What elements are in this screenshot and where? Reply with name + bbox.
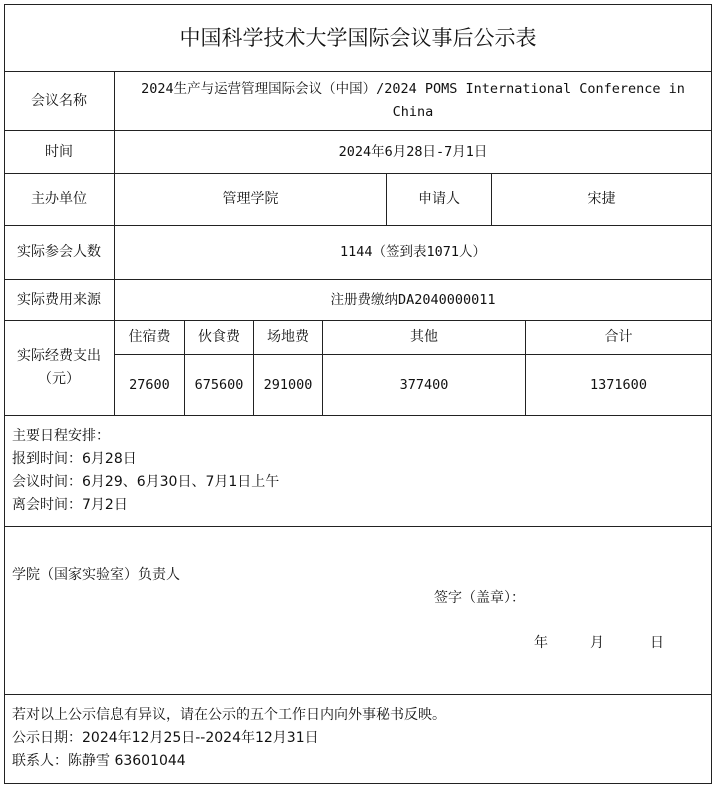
- expense-header-venue: 场地费: [267, 329, 309, 345]
- rule: [4, 526, 712, 527]
- notice-objection: 若对以上公示信息有异议，请在公示的五个工作日内向外事秘书反映。: [12, 707, 446, 723]
- expense-value-lodging: 27600: [129, 376, 170, 393]
- meeting-name-line2: China: [392, 104, 434, 120]
- expenses-label-line1: 实际经费支出: [17, 348, 101, 364]
- schedule-leave: 离会时间：7月2日: [12, 497, 128, 513]
- signature-month: 月: [590, 635, 604, 651]
- signature-year: 年: [534, 635, 548, 651]
- schedule-heading: 主要日程安排：: [12, 428, 110, 444]
- notice-dates: 公示日期：2024年12月25日--2024年12月31日: [12, 730, 319, 746]
- signature-day: 日: [650, 635, 664, 651]
- expense-header-other: 其他: [410, 329, 438, 345]
- funding-label: 实际费用来源: [17, 291, 101, 308]
- notice-section: [12, 704, 446, 773]
- expenses-label: [4, 321, 114, 415]
- expense-value-other: 377400: [399, 376, 449, 393]
- expense-header-lodging: 住宿费: [128, 329, 171, 345]
- disclosure-form: [4, 4, 712, 784]
- organizer-value: 管理学院: [222, 191, 279, 207]
- expense-value-venue: 291000: [263, 376, 313, 393]
- expense-value-meals: 675600: [194, 376, 244, 393]
- meeting-name-line1: 2024生产与运营管理国际会议（中国）/2024 POMS International Conference in: [141, 81, 685, 97]
- meeting-name-value: [115, 72, 711, 130]
- expense-value-total: 1371600: [590, 376, 647, 393]
- responsible-person-label: 学院（国家实验室）负责人: [12, 567, 180, 583]
- applicant-label: 申请人: [418, 191, 460, 207]
- expenses-label-line2: （元）: [38, 371, 80, 387]
- funding-value: 注册费缴纳DA2040000011: [330, 291, 496, 308]
- rule: [4, 783, 712, 784]
- time-label: 时间: [45, 143, 73, 160]
- notice-contact: 联系人：陈静雪 63601044: [12, 753, 186, 769]
- rule: [4, 694, 712, 695]
- expense-header-meals: 伙食费: [198, 329, 240, 345]
- applicant-value: 宋捷: [587, 191, 616, 207]
- signature-label: 签字（盖章）：: [434, 590, 525, 606]
- schedule-meeting: 会议时间：6月29、6月30日、7月1日上午: [12, 474, 280, 490]
- attendance-label: 实际参会人数: [17, 244, 101, 260]
- meeting-name-label: 会议名称: [31, 92, 87, 109]
- schedule-section: [12, 425, 279, 517]
- expense-header-total: 合计: [604, 329, 633, 345]
- rule: [4, 415, 712, 416]
- organizer-label: 主办单位: [31, 191, 87, 207]
- rule: [711, 4, 712, 784]
- attendance-value: 1144（签到表1071人）: [339, 244, 487, 260]
- page-title: 中国科学技术大学国际会议事后公示表: [179, 25, 537, 50]
- time-value: 2024年6月28日-7月1日: [338, 143, 488, 160]
- schedule-checkin: 报到时间：6月28日: [12, 451, 137, 467]
